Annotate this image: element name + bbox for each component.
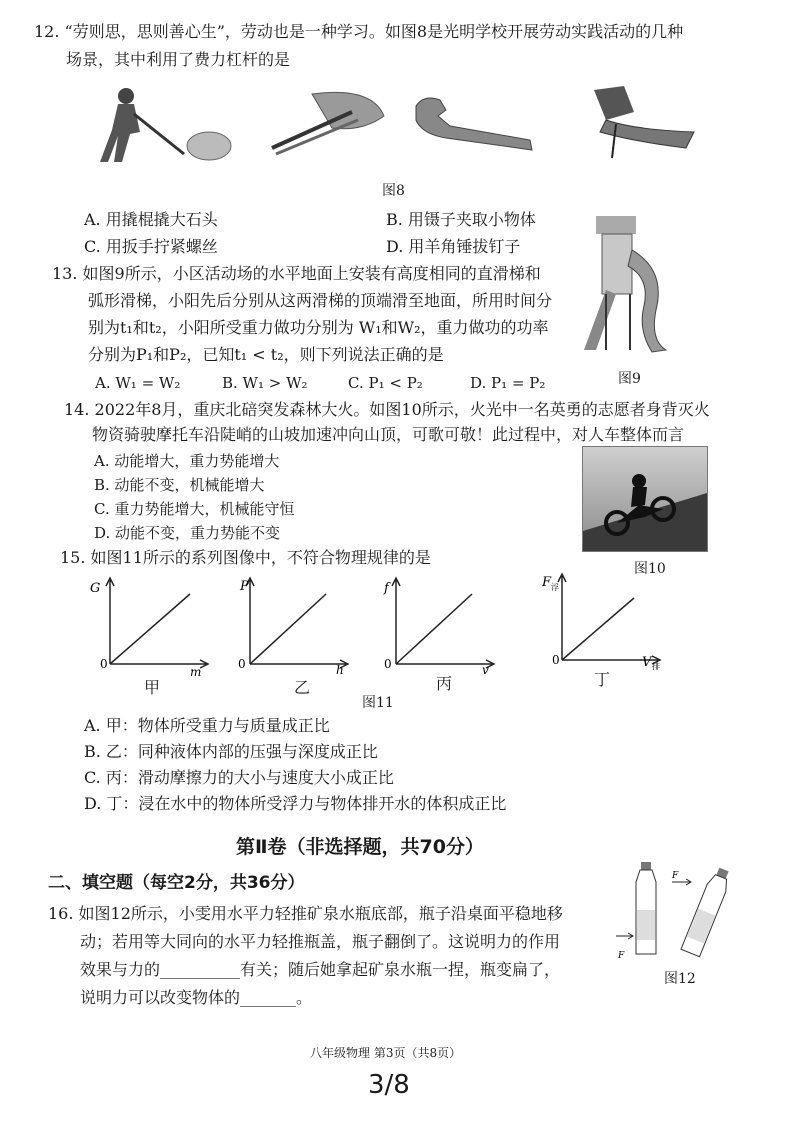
fig8-wrench-image bbox=[410, 92, 540, 162]
y-label: f bbox=[384, 581, 389, 596]
fig10-caption: 图10 bbox=[634, 561, 666, 577]
q13-line1: 13. 如图9所示，小区活动场的水平地面上安装有高度相同的直滑梯和 bbox=[52, 264, 541, 283]
x-label: V bbox=[642, 655, 652, 670]
graph-yi bbox=[226, 572, 354, 676]
q16-line3: 效果与力的__________有关；随后她拿起矿泉水瓶一捏，瓶变扁了， bbox=[80, 960, 561, 979]
y-axis bbox=[106, 578, 114, 664]
graph-jia bbox=[86, 572, 214, 676]
fig9-slide-image bbox=[576, 210, 672, 356]
graph-yi-name: 乙 bbox=[294, 678, 311, 697]
fig12-bottles bbox=[610, 858, 730, 962]
page-number: 3/8 bbox=[368, 1070, 410, 1100]
graph-ding bbox=[538, 568, 666, 672]
x-label: m bbox=[190, 665, 202, 676]
origin-label: 0 bbox=[100, 657, 108, 671]
fig8-hammer-image bbox=[576, 84, 698, 162]
q13-line3: 别为t₁和t₂，小阳所受重力做功分别为 W₁和W₂，重力做功的功率 bbox=[88, 318, 549, 337]
fig12-caption: 图12 bbox=[664, 971, 696, 987]
origin-label: 0 bbox=[238, 657, 246, 671]
fig11-caption: 图11 bbox=[362, 695, 394, 711]
q13-line2: 弧形滑梯，小阳先后分别从这两滑梯的顶端滑至地面，所用时间分 bbox=[88, 291, 553, 310]
force-label: F bbox=[672, 871, 679, 881]
q15-option-a: A. 甲：物体所受重力与质量成正比 bbox=[84, 716, 330, 735]
q13-option-b: B. W₁ > W₂ bbox=[222, 374, 308, 392]
q14-option-c: C. 重力势能增大，机械能守恒 bbox=[94, 500, 295, 518]
q14-option-d: D. 动能不变，重力势能不变 bbox=[94, 524, 281, 542]
q14-option-a: A. 动能增大，重力势能增大 bbox=[94, 452, 280, 470]
graph-bing-name: 丙 bbox=[436, 674, 453, 693]
graph-jia-name: 甲 bbox=[144, 678, 161, 697]
q13-option-c: C. P₁ < P₂ bbox=[348, 374, 423, 392]
q15-option-d: D. 丁：浸在水中的物体所受浮力与物体排开水的体积成正比 bbox=[84, 794, 507, 813]
q16-line1: 16. 如图12所示，小雯用水平力轻推矿泉水瓶底部，瓶子沿桌面平稳地移 bbox=[48, 904, 563, 923]
x-label: h bbox=[336, 663, 344, 676]
y-label: G bbox=[90, 581, 101, 596]
q12-line1: 12. “劳则思，思则善心生”，劳动也是一种学习。如图8是光明学校开展劳动实践活动的几种 bbox=[34, 22, 684, 41]
part-2-title: 二、填空题（每空2分，共36分） bbox=[48, 873, 305, 893]
q12-option-a: A. 用撬棍撬大石头 bbox=[84, 210, 218, 229]
origin-label: 0 bbox=[384, 657, 392, 671]
q12-line2: 场景，其中利用了费力杠杆的是 bbox=[66, 50, 291, 69]
q13-line4: 分别为P₁和P₂，已知t₁ < t₂，则下列说法正确的是 bbox=[88, 345, 444, 364]
q13-option-a: A. W₁ = W₂ bbox=[95, 374, 181, 392]
q15-option-c: C. 丙：滑动摩擦力的大小与速度大小成正比 bbox=[84, 768, 394, 787]
graph-line bbox=[110, 594, 190, 664]
fig8-crowbar-image bbox=[94, 84, 234, 166]
graph-ding-name: 丁 bbox=[594, 670, 611, 689]
x-subscript: 排 bbox=[652, 662, 660, 671]
section-2-title: 第Ⅱ卷（非选择题，共70分） bbox=[236, 836, 484, 858]
graph-bing bbox=[372, 572, 500, 676]
q14-line2: 物资骑驶摩托车沿陡峭的山坡加速冲向山顶，可歌可敬！此过程中，对人车整体而言 bbox=[92, 425, 685, 444]
q12-option-d: D. 用羊角锤拔钉子 bbox=[386, 237, 521, 256]
q14-line1: 14. 2022年8月，重庆北碚突发森林大火。如图10所示，火光中一名英勇的志愿者身背灭火 bbox=[64, 400, 710, 419]
q15-stem: 15. 如图11所示的系列图像中，不符合物理规律的是 bbox=[60, 548, 431, 567]
fig9-caption: 图9 bbox=[618, 371, 641, 387]
q13-option-d: D. P₁ = P₂ bbox=[470, 374, 546, 392]
q14-option-b: B. 动能不变，机械能增大 bbox=[94, 476, 265, 494]
fig8-caption: 图8 bbox=[382, 183, 405, 199]
q15-option-b: B. 乙：同种液体内部的压强与深度成正比 bbox=[84, 742, 378, 761]
q12-option-c: C. 用扳手拧紧螺丝 bbox=[84, 237, 218, 256]
x-label: v bbox=[482, 663, 489, 676]
y-label: F bbox=[542, 575, 552, 590]
q16-line4: 说明力可以改变物体的_______。 bbox=[80, 988, 313, 1007]
q12-option-b: B. 用镊子夹取小物体 bbox=[386, 210, 536, 229]
y-subscript: 浮 bbox=[551, 583, 559, 592]
fig8-tweezers-image bbox=[262, 86, 392, 158]
footer-text: 八年级物理 第3页（共8页） bbox=[310, 1046, 462, 1060]
fig10-motorcycle-photo bbox=[582, 446, 708, 552]
y-label: P bbox=[240, 579, 249, 594]
q16-line2: 动；若用等大同向的水平力轻推瓶盖，瓶子翻倒了。这说明力的作用 bbox=[80, 932, 561, 951]
origin-label: 0 bbox=[552, 653, 560, 667]
force-label: F bbox=[618, 951, 625, 961]
